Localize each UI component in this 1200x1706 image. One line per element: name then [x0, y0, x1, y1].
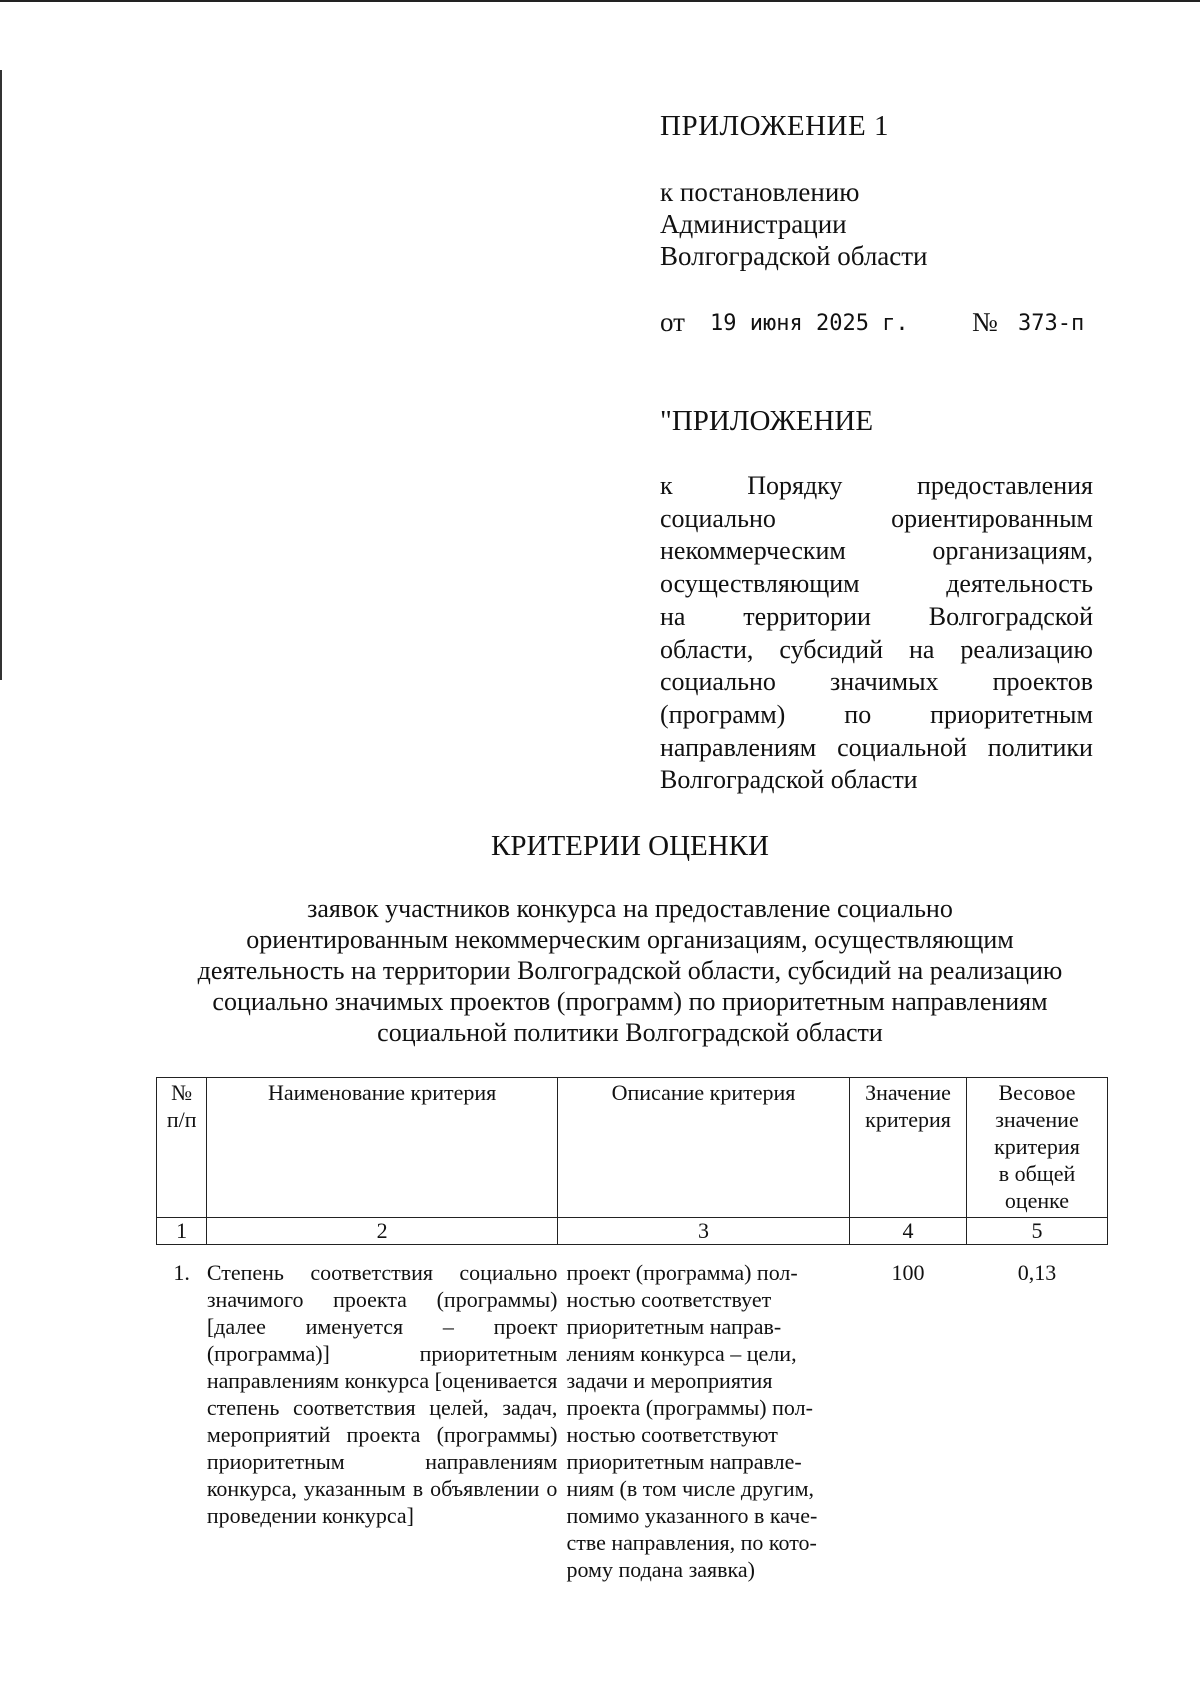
subtitle-line: заявок участников конкурса на предоставление социально [307, 894, 953, 923]
procedure-line: на территории Волгоградской [660, 601, 1093, 631]
criterion-value: 100 [891, 1260, 925, 1285]
appendix-title: "ПРИЛОЖЕНИЕ [660, 405, 874, 437]
procedure-line: направлениям социальной политики [660, 732, 1093, 762]
annex-reference [660, 176, 928, 272]
date-prefix: от [660, 307, 685, 337]
scan-edge-mark [0, 70, 2, 680]
procedure-line: некоммерческим организациям, [660, 536, 1093, 566]
procedure-line: к Порядку предоставления [660, 471, 1093, 500]
criterion-description: проект (программа) пол- ностью соответствует приоритетным направ- лениям конкурса – цели, задачи и мероприятия проекта (программы) пол- ностью соответствуют приоритетным направле- ниям (в том числе другим, помимо указанного в каче- стве направления, по кото- рому подана заявка) [566, 1260, 818, 1582]
number-sign: № [972, 307, 998, 337]
subtitle-line: деятельность на территории Волгоградской области, субсидий на реализацию [197, 956, 1063, 985]
criterion-name: Степень соответствия социально значимого проекта (программы) [далее именуется – проект (программа)] приоритетным направлениям конкурса [оценивается степень соответствия целей, задач, мероприятий проекта (программы) приоритетным направлениям конкурса, указанным в объявлении о проведении конкурса] [206, 1260, 558, 1528]
subtitle-line: ориентированным некоммерческим организациям, осуществляющим [246, 925, 1014, 954]
decree-date-number [660, 307, 1085, 339]
procedure-line: социально значимых проектов [660, 667, 1093, 697]
header-weight: Весовое значение критерия в общей оценке [966, 1078, 1107, 1218]
procedure-line: социально ориентированным [660, 503, 1093, 533]
table-row [157, 1245, 1108, 1584]
column-number: 4 [850, 1218, 967, 1245]
procedure-line: осуществляющим деятельность [660, 569, 1093, 599]
decree-number: 373-п [1018, 311, 1085, 336]
table-header-row [157, 1078, 1108, 1218]
column-number: 5 [966, 1218, 1107, 1245]
column-number: 3 [557, 1218, 849, 1245]
decree-date: 19 июня 2025 г. [710, 311, 909, 336]
criteria-table [156, 1077, 1108, 1583]
criteria-title: КРИТЕРИИ ОЦЕНКИ [491, 830, 769, 862]
procedure-reference [660, 470, 1093, 797]
subtitle-line: социальной политики Волгоградской области [377, 1018, 883, 1047]
annex-reference-line: Администрации [660, 209, 847, 239]
procedure-line: области, субсидий на реализацию [660, 634, 1093, 664]
annex-reference-line: Волгоградской области [660, 241, 928, 271]
header-criterion-name: Наименование критерия [207, 1078, 558, 1218]
annex-title: ПРИЛОЖЕНИЕ 1 [660, 110, 889, 142]
procedure-line: (программ) по приоритетным [660, 699, 1093, 729]
header-criterion-description: Описание критерия [557, 1078, 849, 1218]
criteria-subtitle [150, 893, 1110, 1048]
procedure-line: Волгоградской области [660, 765, 918, 795]
column-number-row [157, 1218, 1108, 1245]
page-top-border [0, 0, 1200, 2]
row-number: 1. [173, 1260, 190, 1285]
subtitle-line: социально значимых проектов (программ) по приоритетным направлениям [212, 987, 1048, 1016]
criterion-weight: 0,13 [1017, 1260, 1057, 1285]
annex-reference-line: к постановлению [660, 177, 860, 207]
header-number: № п/п [157, 1078, 207, 1218]
column-number: 2 [207, 1218, 558, 1245]
column-number: 1 [157, 1218, 207, 1245]
header-criterion-value: Значение критерия [850, 1078, 967, 1218]
